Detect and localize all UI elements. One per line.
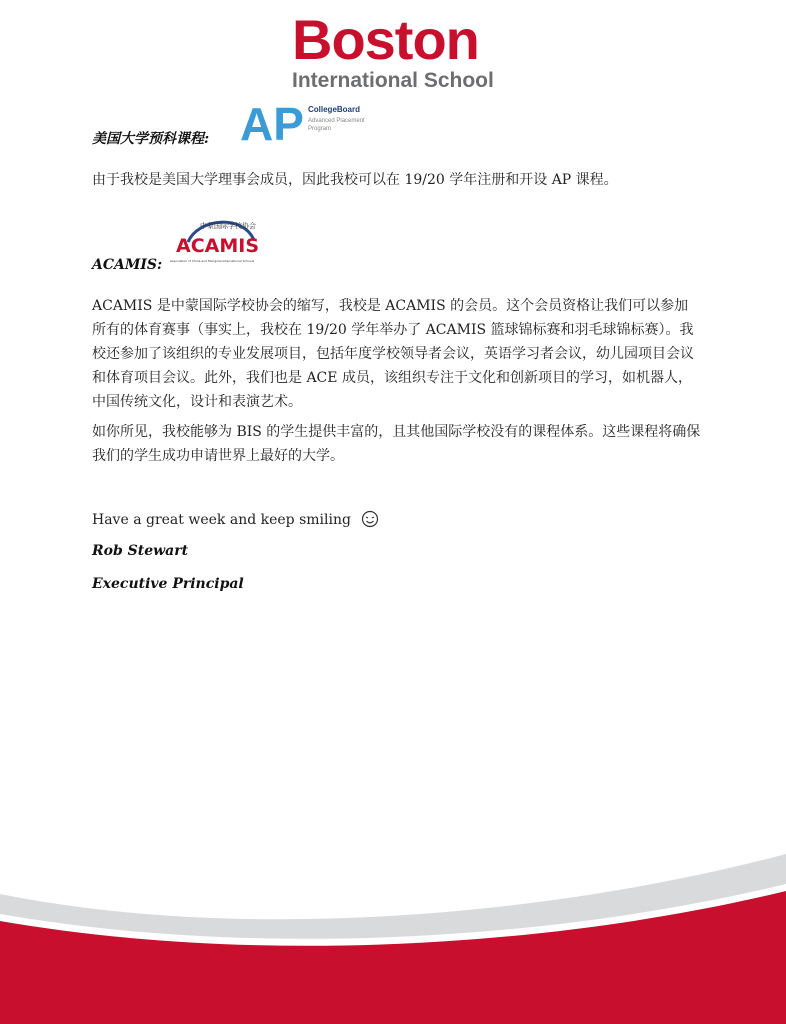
signature-title: Executive Principal [92, 576, 244, 592]
acamis-logo-mark: ACAMIS [176, 235, 260, 257]
footer-swoosh [0, 854, 786, 1024]
smiley-icon [361, 510, 379, 528]
ap-logo-line1: Advanced Placement [308, 118, 365, 124]
logo-subtitle: International School [292, 69, 494, 92]
logo-wordmark: Boston [292, 8, 479, 71]
ap-paragraph: 由于我校是美国大学理事会成员，因此我校可以在 19/20 学年注册和开设 AP 课程。 [92, 172, 618, 188]
acamis-heading: ACAMIS: [92, 257, 163, 273]
closing-greeting: Have a great week and keep smiling [92, 512, 351, 528]
ap-heading: 美国大学预科课程: [92, 131, 210, 147]
acamis-logo [168, 214, 263, 266]
ap-logo-line2: Program [308, 126, 332, 132]
ap-logo-mark: AP [240, 100, 304, 145]
acamis-paragraph-2: 如你所见，我校能够为 BIS 的学生提供丰富的，且其他国际学校没有的课程体系。这些课程将确保我们的学生成功申请世界上最好的大学。 [92, 424, 701, 464]
closing-greeting-line [92, 508, 702, 532]
signature-name: Rob Stewart [92, 543, 189, 559]
acamis-logo-caption: Association of China and Mongolia International Schools [170, 259, 255, 263]
ap-logo-brand: CollegeBoard [308, 105, 361, 114]
acamis-logo-top-text: 中蒙国际学校协会 [200, 222, 256, 230]
school-logo [0, 10, 786, 95]
ap-logo [240, 100, 375, 145]
acamis-paragraph-1: ACAMIS 是中蒙国际学校协会的缩写，我校是 ACAMIS 的会员。这个会员资格让我们可以参加所有的体育赛事（事实上，我校在 19/20 学年举办了 ACAMIS 篮球锦标赛和羽毛球锦标赛）。我校还参加了该组织的专业发展项目，包括年度学校领导者会议，英语学习者会议，幼儿园项目会议和体育项目会议。此外，我们也是 ACE 成员，该组织专注于文化和创新项目的学习，如机器人，中国传统文化，设计和表演艺术。 [92, 298, 694, 410]
